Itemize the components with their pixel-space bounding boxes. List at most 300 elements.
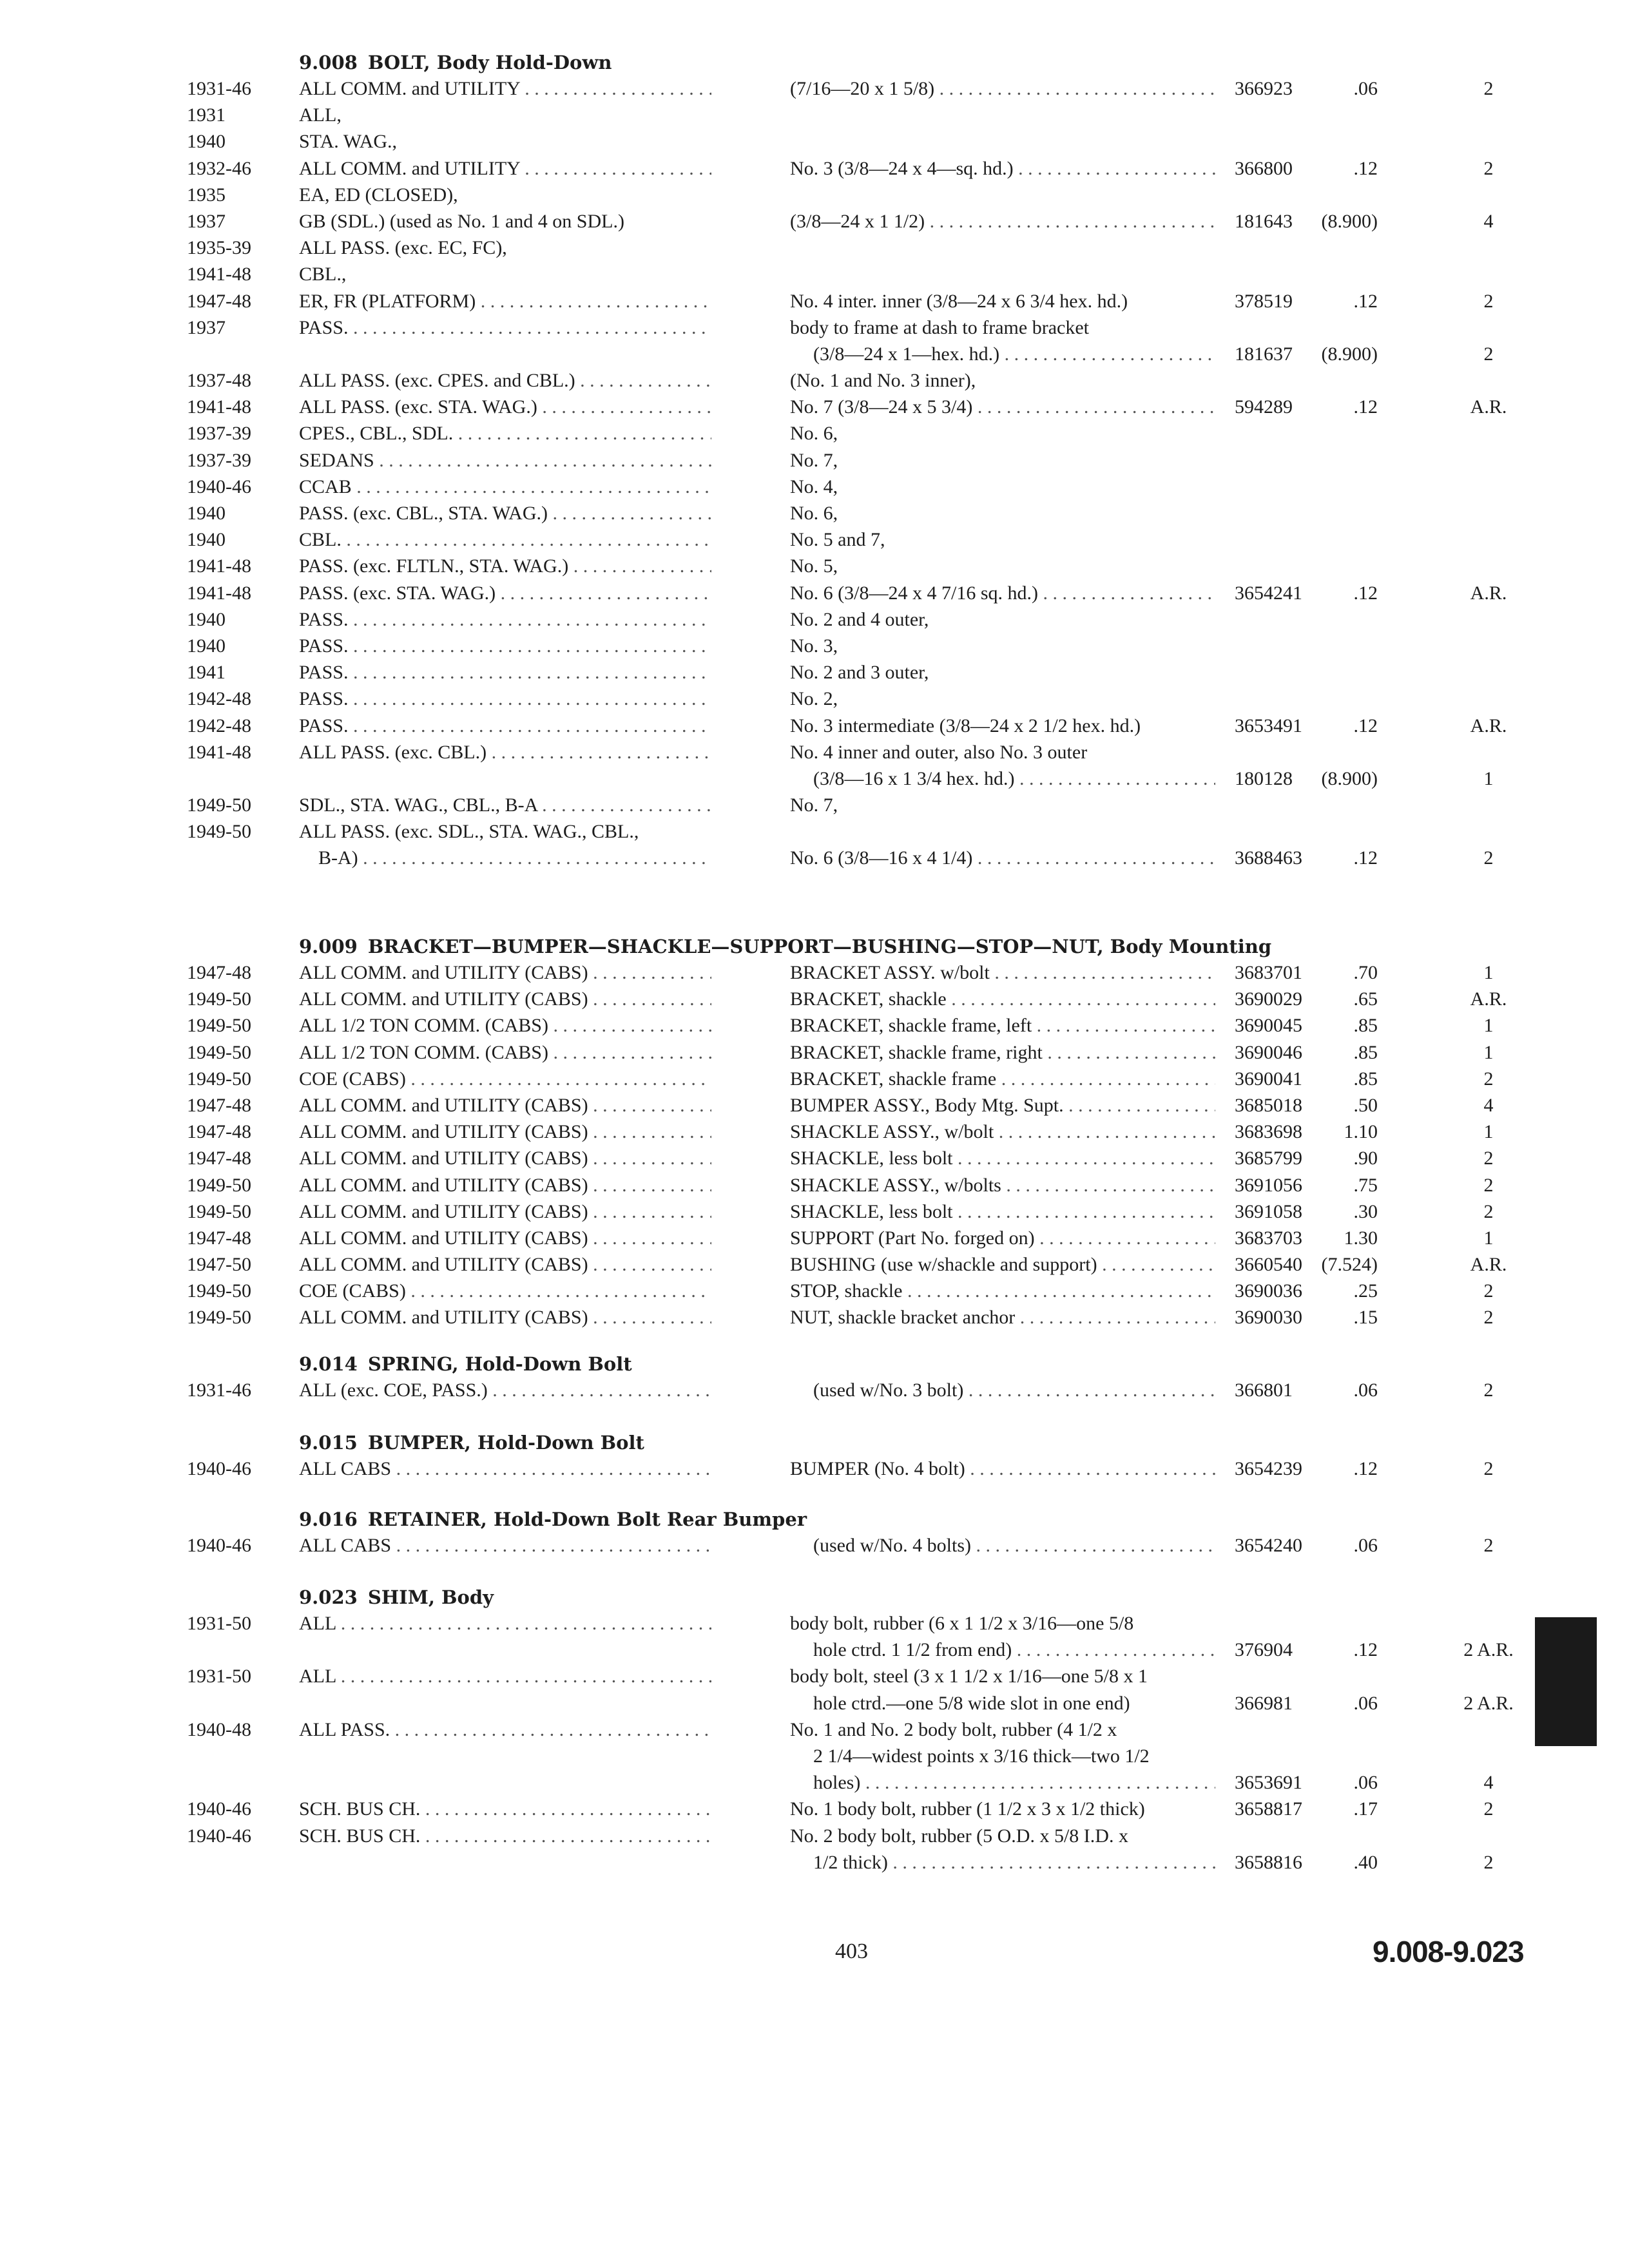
description-cell: BUSHING (use w/shackle and support) . . . <box>790 1254 1215 1276</box>
year-cell: 1940-46 <box>187 1825 251 1847</box>
section-9.008 <box>0 52 1629 874</box>
description-cell: BUMPER ASSY., Body Mtg. Supt. . . . <box>790 1095 1215 1117</box>
model-cell: ALL PASS. (exc. STA. WAG.) . . . <box>299 396 711 418</box>
quantity-cell: A.R. <box>1470 715 1507 736</box>
table-row <box>0 1280 1629 1307</box>
section-heading <box>0 936 1629 962</box>
price-cell: .12 <box>1353 1458 1378 1479</box>
quantity-cell: 2 <box>1483 1280 1494 1302</box>
part-number-cell: 3683698 <box>1235 1121 1302 1143</box>
quantity-cell: 2 <box>1483 847 1494 869</box>
description-cell: (No. 1 and No. 3 inner), <box>790 370 976 392</box>
year-cell: 1931-50 <box>187 1613 251 1634</box>
table-row <box>0 529 1629 555</box>
year-cell: 1941 <box>187 662 226 684</box>
description-cell: holes) . . . <box>813 1772 1215 1794</box>
description-cell: No. 6 (3/8—16 x 4 1/4) . . . <box>790 847 1215 869</box>
section-number: 9.009 <box>299 936 358 957</box>
description-cell: SUPPORT (Part No. forged on) . . . <box>790 1227 1215 1249</box>
model-cell: ALL COMM. and UTILITY . . . <box>299 78 711 100</box>
price-cell: .06 <box>1353 1692 1378 1714</box>
quantity-cell: 1 <box>1483 962 1494 983</box>
part-number-cell: 3658816 <box>1235 1851 1302 1873</box>
description-cell: NUT, shackle bracket anchor . . . <box>790 1307 1215 1329</box>
part-number-cell: 366981 <box>1235 1692 1293 1714</box>
year-cell: 1931-46 <box>187 1379 251 1401</box>
section-heading <box>0 1508 1629 1535</box>
model-cell: ALL CABS . . . <box>299 1458 711 1480</box>
quantity-cell: 2 <box>1483 1379 1494 1401</box>
year-cell: 1940 <box>187 529 226 551</box>
price-cell: .75 <box>1353 1174 1378 1196</box>
description-cell: SHACKLE ASSY., w/bolt . . . <box>790 1121 1215 1143</box>
description-cell: BUMPER (No. 4 bolt) . . . <box>790 1458 1215 1480</box>
section-heading <box>0 1432 1629 1458</box>
year-cell: 1941-48 <box>187 555 251 577</box>
year-cell: 1949-50 <box>187 1200 251 1222</box>
model-cell: ALL . . . <box>299 1613 711 1635</box>
year-cell: 1937 <box>187 210 226 232</box>
section-9.016 <box>0 1508 1629 1561</box>
table-row <box>0 742 1629 768</box>
model-cell: ALL COMM. and UTILITY (CABS) . . . <box>299 962 711 984</box>
price-cell: 1.30 <box>1344 1227 1378 1249</box>
year-cell: 1940-46 <box>187 1458 251 1479</box>
year-cell: 1947-50 <box>187 1254 251 1276</box>
table-row <box>0 1693 1629 1719</box>
price-cell: .85 <box>1353 1041 1378 1063</box>
section-title-text: BUMPER, Hold-Down Bolt <box>367 1432 644 1454</box>
quantity-cell: A.R. <box>1470 396 1507 418</box>
quantity-cell: 1 <box>1483 1041 1494 1063</box>
part-number-cell: 3690036 <box>1235 1280 1302 1302</box>
quantity-cell: 2 <box>1483 1200 1494 1222</box>
table-row <box>0 211 1629 237</box>
quantity-cell: 2 <box>1483 157 1494 179</box>
thumb-index-tab <box>1535 1617 1597 1746</box>
description-cell: No. 1 and No. 2 body bolt, rubber (4 1/2 x <box>790 1718 1117 1740</box>
section-title <box>299 52 612 73</box>
table-row <box>0 582 1629 609</box>
table-row <box>0 1254 1629 1280</box>
part-number-cell: 3653691 <box>1235 1772 1302 1794</box>
part-number-cell: 3683701 <box>1235 962 1302 983</box>
part-number-cell: 3690041 <box>1235 1068 1302 1090</box>
quantity-cell: A.R. <box>1470 582 1507 604</box>
quantity-cell: 2 A.R. <box>1463 1639 1514 1661</box>
price-cell: .30 <box>1353 1200 1378 1222</box>
section-9.014 <box>0 1353 1629 1406</box>
model-cell: PASS. . . . <box>299 662 711 684</box>
description-cell: (used w/No. 4 bolts) . . . <box>813 1535 1215 1557</box>
model-cell: ALL PASS. . . . <box>299 1719 711 1741</box>
year-cell: 1940 <box>187 608 226 630</box>
price-cell: .12 <box>1353 715 1378 736</box>
price-cell: 1.10 <box>1344 1121 1378 1143</box>
description-cell: No. 5, <box>790 555 838 577</box>
model-cell: PASS. . . . <box>299 688 711 710</box>
year-cell: 1949-50 <box>187 1015 251 1037</box>
price-cell: .06 <box>1353 78 1378 99</box>
description-cell: No. 2, <box>790 688 838 710</box>
price-cell: .06 <box>1353 1772 1378 1794</box>
model-cell: CBL., <box>299 264 347 285</box>
part-number-cell: 3685018 <box>1235 1094 1302 1116</box>
table-row <box>0 343 1629 370</box>
description-cell: hole ctrd.—one 5/8 wide slot in one end) <box>813 1692 1130 1714</box>
year-cell: 1940 <box>187 635 226 657</box>
table-row <box>0 1201 1629 1227</box>
description-cell: No. 2 and 4 outer, <box>790 608 929 630</box>
model-cell: ALL COMM. and UTILITY . . . <box>299 158 711 180</box>
table-row <box>0 503 1629 529</box>
price-cell: .70 <box>1353 962 1378 983</box>
table-row <box>0 423 1629 449</box>
model-cell: ALL COMM. and UTILITY (CABS) . . . <box>299 1227 711 1249</box>
table-row <box>0 715 1629 742</box>
part-number-cell: 594289 <box>1235 396 1293 418</box>
section-title-text: SHIM, Body <box>367 1586 494 1608</box>
price-cell: .15 <box>1353 1307 1378 1329</box>
description-cell: No. 6, <box>790 503 838 524</box>
model-cell: PASS. (exc. STA. WAG.) . . . <box>299 582 711 604</box>
description-cell: No. 2 and 3 outer, <box>790 662 929 684</box>
quantity-cell: 1 <box>1483 1227 1494 1249</box>
model-cell: ALL CABS . . . <box>299 1535 711 1557</box>
description-cell: SHACKLE, less bolt . . . <box>790 1148 1215 1169</box>
year-cell: 1949-50 <box>187 1041 251 1063</box>
price-cell: .90 <box>1353 1148 1378 1169</box>
section-title <box>299 1586 494 1608</box>
year-cell: 1949-50 <box>187 1174 251 1196</box>
price-cell: .25 <box>1353 1280 1378 1302</box>
description-cell: No. 3 (3/8—24 x 4—sq. hd.) . . . <box>790 158 1215 180</box>
price-cell: (8.900) <box>1321 767 1378 789</box>
year-cell: 1935 <box>187 184 226 206</box>
section-heading <box>0 1353 1629 1379</box>
table-row <box>0 1852 1629 1878</box>
table-row <box>0 662 1629 688</box>
description-cell: No. 3, <box>790 635 838 657</box>
description-cell: SHACKLE ASSY., w/bolts . . . <box>790 1175 1215 1196</box>
table-row <box>0 847 1629 874</box>
year-cell: 1941-48 <box>187 741 251 763</box>
quantity-cell: 2 <box>1483 1148 1494 1169</box>
model-cell: ALL (exc. COE, PASS.) . . . <box>299 1379 711 1401</box>
model-cell: PASS. . . . <box>299 635 711 657</box>
table-row <box>0 158 1629 184</box>
year-cell: 1941-48 <box>187 582 251 604</box>
year-cell: 1947-48 <box>187 1227 251 1249</box>
quantity-cell: 2 <box>1483 343 1494 365</box>
year-cell: 1942-48 <box>187 688 251 710</box>
table-row <box>0 1745 1629 1772</box>
model-cell: ALL PASS. (exc. CBL.) . . . <box>299 742 711 764</box>
quantity-cell: 2 <box>1483 1458 1494 1479</box>
table-row <box>0 104 1629 131</box>
table-row <box>0 396 1629 423</box>
year-cell: 1937 <box>187 316 226 338</box>
table-row <box>0 688 1629 715</box>
quantity-cell: 2 <box>1483 78 1494 99</box>
table-row <box>0 1042 1629 1068</box>
table-row <box>0 450 1629 476</box>
part-number-cell: 3654239 <box>1235 1458 1302 1479</box>
description-cell: body bolt, steel (3 x 1 1/2 x 1/16—one 5/8 x 1 <box>790 1666 1148 1687</box>
description-cell: No. 6 (3/8—24 x 4 7/16 sq. hd.) . . . <box>790 582 1215 604</box>
year-cell: 1949-50 <box>187 821 251 843</box>
quantity-cell: 2 <box>1483 1307 1494 1329</box>
part-number-cell: 3688463 <box>1235 847 1302 869</box>
quantity-cell: 2 <box>1483 1798 1494 1820</box>
year-cell: 1947-48 <box>187 290 251 312</box>
year-cell: 1949-50 <box>187 794 251 816</box>
table-row <box>0 1227 1629 1254</box>
table-row <box>0 1307 1629 1333</box>
part-number-cell: 366923 <box>1235 78 1293 99</box>
price-cell: .40 <box>1353 1851 1378 1873</box>
model-cell: ALL COMM. and UTILITY (CABS) . . . <box>299 1121 711 1143</box>
description-cell: (3/8—24 x 1 1/2) . . . <box>790 211 1215 233</box>
table-row <box>0 78 1629 104</box>
section-title-text: BOLT, Body Hold-Down <box>367 52 612 73</box>
year-cell: 1937-39 <box>187 423 251 445</box>
price-cell: .65 <box>1353 988 1378 1010</box>
year-cell: 1949-50 <box>187 988 251 1010</box>
table-row <box>0 1798 1629 1825</box>
model-cell: ALL PASS. (exc. EC, FC), <box>299 237 507 259</box>
year-cell: 1931 <box>187 104 226 126</box>
price-cell: (8.900) <box>1321 210 1378 232</box>
model-cell: ALL, <box>299 104 342 126</box>
table-row <box>0 988 1629 1015</box>
part-number-cell: 3683703 <box>1235 1227 1302 1249</box>
year-cell: 1931-46 <box>187 78 251 99</box>
year-cell: 1947-48 <box>187 1094 251 1116</box>
price-cell: .85 <box>1353 1068 1378 1090</box>
table-row <box>0 609 1629 635</box>
description-cell: BRACKET, shackle . . . <box>790 988 1215 1010</box>
table-row <box>0 370 1629 396</box>
table-row <box>0 131 1629 157</box>
price-cell: .85 <box>1353 1015 1378 1037</box>
model-cell: ALL COMM. and UTILITY (CABS) . . . <box>299 1148 711 1169</box>
section-title <box>299 1432 644 1454</box>
year-cell: 1940 <box>187 131 226 153</box>
description-cell: body to frame at dash to frame bracket <box>790 316 1089 338</box>
model-cell: GB (SDL.) (used as No. 1 and 4 on SDL.) <box>299 210 624 232</box>
table-row <box>0 1535 1629 1561</box>
year-cell: 1932-46 <box>187 157 251 179</box>
year-cell: 1947-48 <box>187 1121 251 1143</box>
model-cell: ALL COMM. and UTILITY (CABS) . . . <box>299 1095 711 1117</box>
part-number-cell: 3653491 <box>1235 715 1302 736</box>
model-cell: ALL COMM. and UTILITY (CABS) . . . <box>299 1307 711 1329</box>
description-cell: BRACKET, shackle frame . . . <box>790 1068 1215 1090</box>
quantity-cell: 2 <box>1483 290 1494 312</box>
quantity-cell: 1 <box>1483 767 1494 789</box>
part-number-cell: 3654240 <box>1235 1535 1302 1556</box>
description-cell: (7/16—20 x 1 5/8) . . . <box>790 78 1215 100</box>
price-cell: .12 <box>1353 290 1378 312</box>
table-row <box>0 1379 1629 1406</box>
section-title <box>299 1353 632 1375</box>
part-number-cell: 3691056 <box>1235 1174 1302 1196</box>
quantity-cell: 1 <box>1483 1015 1494 1037</box>
year-cell: 1940-46 <box>187 476 251 497</box>
quantity-cell: 2 A.R. <box>1463 1692 1514 1714</box>
model-cell: ALL 1/2 TON COMM. (CABS) . . . <box>299 1042 711 1064</box>
section-number: 9.023 <box>299 1586 358 1608</box>
price-cell: .12 <box>1353 396 1378 418</box>
year-cell: 1937-48 <box>187 370 251 392</box>
quantity-cell: 4 <box>1483 1772 1494 1794</box>
part-number-cell: 181643 <box>1235 210 1293 232</box>
description-cell: No. 1 body bolt, rubber (1 1/2 x 3 x 1/2 thick) <box>790 1798 1145 1820</box>
table-row <box>0 555 1629 582</box>
table-row <box>0 962 1629 988</box>
quantity-cell: 1 <box>1483 1121 1494 1143</box>
description-cell: No. 7, <box>790 794 838 816</box>
year-cell: 1940-46 <box>187 1798 251 1820</box>
section-number: 9.008 <box>299 52 358 73</box>
part-number-cell: 378519 <box>1235 290 1293 312</box>
table-row <box>0 1458 1629 1485</box>
table-row <box>0 1613 1629 1639</box>
year-cell: 1941-48 <box>187 264 251 285</box>
year-cell: 1940-46 <box>187 1535 251 1556</box>
year-cell: 1949-50 <box>187 1307 251 1329</box>
model-cell: PASS. . . . <box>299 715 711 737</box>
year-cell: 1941-48 <box>187 396 251 418</box>
description-cell: No. 4, <box>790 476 838 497</box>
part-number-cell: 366801 <box>1235 1379 1293 1401</box>
part-number-cell: 366800 <box>1235 157 1293 179</box>
section-9.015 <box>0 1432 1629 1485</box>
year-cell: 1947-48 <box>187 1148 251 1169</box>
table-row <box>0 768 1629 794</box>
model-cell: PASS. (exc. CBL., STA. WAG.) . . . <box>299 503 711 524</box>
price-cell: .06 <box>1353 1535 1378 1556</box>
quantity-cell: 2 <box>1483 1068 1494 1090</box>
model-cell: EA, ED (CLOSED), <box>299 184 458 206</box>
table-row <box>0 1719 1629 1745</box>
price-cell: .12 <box>1353 582 1378 604</box>
model-cell: PASS. (exc. FLTLN., STA. WAG.) . . . <box>299 555 711 577</box>
section-title <box>299 1508 807 1530</box>
description-cell: (3/8—24 x 1—hex. hd.) . . . <box>813 343 1215 365</box>
section-number: 9.015 <box>299 1432 358 1454</box>
table-row <box>0 1121 1629 1148</box>
part-number-cell: 3690045 <box>1235 1015 1302 1037</box>
model-cell: COE (CABS) . . . <box>299 1068 711 1090</box>
year-cell: 1947-48 <box>187 962 251 983</box>
year-cell: 1935-39 <box>187 237 251 259</box>
table-row <box>0 317 1629 343</box>
quantity-cell: 4 <box>1483 1094 1494 1116</box>
section-number: 9.014 <box>299 1353 358 1375</box>
part-number-cell: 3660540 <box>1235 1254 1302 1276</box>
section-9.023 <box>0 1586 1629 1878</box>
quantity-cell: A.R. <box>1470 988 1507 1010</box>
table-row <box>0 237 1629 264</box>
description-cell: SHACKLE, less bolt . . . <box>790 1201 1215 1223</box>
table-row <box>0 1068 1629 1095</box>
model-cell: PASS. . . . <box>299 609 711 631</box>
description-cell: BRACKET, shackle frame, left . . . <box>790 1015 1215 1037</box>
price-cell: .50 <box>1353 1094 1378 1116</box>
part-number-cell: 376904 <box>1235 1639 1293 1661</box>
model-cell: CPES., CBL., SDL. . . . <box>299 423 711 445</box>
table-row <box>0 1175 1629 1201</box>
table-row <box>0 821 1629 847</box>
description-cell: body bolt, rubber (6 x 1 1/2 x 3/16—one 5/8 <box>790 1613 1134 1634</box>
section-heading <box>0 1586 1629 1613</box>
description-cell: BRACKET ASSY. w/bolt . . . <box>790 962 1215 984</box>
model-cell: COE (CABS) . . . <box>299 1280 711 1302</box>
table-row <box>0 1666 1629 1692</box>
section-title-text: SPRING, Hold-Down Bolt <box>367 1353 632 1375</box>
year-cell: 1940 <box>187 503 226 524</box>
model-cell: ALL COMM. and UTILITY (CABS) . . . <box>299 1175 711 1196</box>
price-cell: .12 <box>1353 847 1378 869</box>
table-row <box>0 1148 1629 1174</box>
price-cell: .06 <box>1353 1379 1378 1401</box>
section-title-text: RETAINER, Hold-Down Bolt Rear Bumper <box>367 1508 807 1530</box>
description-cell: (used w/No. 3 bolt) . . . <box>813 1379 1215 1401</box>
model-cell: ALL PASS. (exc. CPES. and CBL.) . . . <box>299 370 711 392</box>
model-cell: STA. WAG., <box>299 131 398 153</box>
section-heading <box>0 52 1629 78</box>
description-cell: No. 3 intermediate (3/8—24 x 2 1/2 hex. hd.) <box>790 715 1141 736</box>
price-cell: (7.524) <box>1321 1254 1378 1276</box>
year-cell: 1949-50 <box>187 1068 251 1090</box>
price-cell: .17 <box>1353 1798 1378 1820</box>
table-row <box>0 1772 1629 1798</box>
section-9.009 <box>0 936 1629 1334</box>
part-number-cell: 3691058 <box>1235 1200 1302 1222</box>
part-number-cell: 3690030 <box>1235 1307 1302 1329</box>
description-cell: No. 6, <box>790 423 838 445</box>
model-cell: ALL COMM. and UTILITY (CABS) . . . <box>299 1254 711 1276</box>
table-row <box>0 794 1629 821</box>
description-cell: No. 4 inter. inner (3/8—24 x 6 3/4 hex. hd.) <box>790 290 1128 312</box>
model-cell: SEDANS . . . <box>299 450 711 472</box>
description-cell: No. 5 and 7, <box>790 529 885 551</box>
quantity-cell: 2 <box>1483 1174 1494 1196</box>
part-number-cell: 181637 <box>1235 343 1293 365</box>
model-cell: ALL PASS. (exc. SDL., STA. WAG., CBL., <box>299 821 639 843</box>
quantity-cell: 2 <box>1483 1851 1494 1873</box>
model-cell: SCH. BUS CH. . . . <box>299 1798 711 1820</box>
price-cell: .12 <box>1353 1639 1378 1661</box>
description-cell: 1/2 thick) . . . <box>813 1852 1215 1874</box>
description-cell: (3/8—16 x 1 3/4 hex. hd.) . . . <box>813 768 1215 790</box>
description-cell: No. 7 (3/8—24 x 5 3/4) . . . <box>790 396 1215 418</box>
table-row <box>0 1825 1629 1852</box>
model-cell: B-A) . . . <box>299 847 711 869</box>
model-cell: ALL COMM. and UTILITY (CABS) . . . <box>299 988 711 1010</box>
description-cell: 2 1/4—widest points x 3/16 thick—two 1/2 <box>813 1745 1150 1767</box>
table-row <box>0 264 1629 290</box>
description-cell: BRACKET, shackle frame, right . . . <box>790 1042 1215 1064</box>
quantity-cell: A.R. <box>1470 1254 1507 1276</box>
table-row <box>0 476 1629 503</box>
year-cell: 1949-50 <box>187 1280 251 1302</box>
section-title-text: BRACKET—BUMPER—SHACKLE—SUPPORT—BUSHING—STOP—NUT, Body Mounting <box>367 936 1272 957</box>
model-cell: ALL COMM. and UTILITY (CABS) . . . <box>299 1201 711 1223</box>
price-cell: .12 <box>1353 157 1378 179</box>
